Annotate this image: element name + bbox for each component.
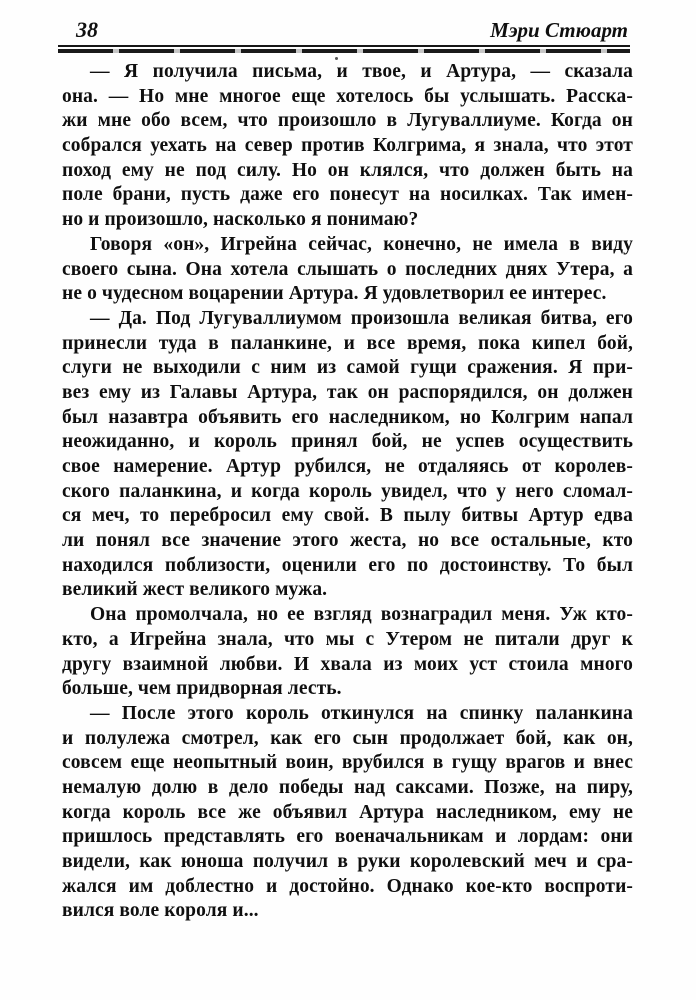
running-head-row xyxy=(58,18,630,42)
text-line: свое намерение. Артур рубился, не отдаляясь от королев- xyxy=(62,456,633,477)
text-line: принесли туда в паланкине, и все время, пока кипел бой, xyxy=(62,332,633,354)
text-line: видели, как юноша получил в руки королевский меч и сра- xyxy=(62,851,633,872)
text-line: вился воле короля и... xyxy=(62,900,259,922)
text-line: ли понял все значение этого жеста, но все остальные, кто xyxy=(62,530,633,552)
paragraph xyxy=(62,307,633,603)
text-line: — Да. Под Лугуваллиумом произошла великая битва, его xyxy=(90,307,633,329)
text-line: вез ему из Галавы Артура, так он распорядился, он должен xyxy=(62,381,633,403)
text-line: находился поблизости, оценили его по достоинству. То был xyxy=(62,554,633,576)
header-rule-thin xyxy=(58,45,630,47)
text-line: и полулежа смотрел, как его сын продолжает бой, как он, xyxy=(62,727,633,749)
text-line: неожиданно, и король принял бой, не успев осуществить xyxy=(62,431,633,453)
text-line: — После этого король откинулся на спинку паланкина xyxy=(90,702,633,724)
text-line: слуги не выходили с ним из самой гущи сражения. Я при- xyxy=(62,357,633,379)
text-line: своего сына. Она хотела слышать о последних днях Утера, а xyxy=(62,258,633,280)
text-line: совсем еще неопытный воин, врубился в гущу врагов и внес xyxy=(62,752,633,774)
text-line: когда король все же объявил Артура наследником, ему не xyxy=(62,801,633,823)
header-rule-thick xyxy=(58,49,630,53)
paragraph xyxy=(62,60,633,233)
text-line: она. — Но мне многое еще хотелось бы услышать. Расска- xyxy=(62,85,633,107)
paragraph xyxy=(62,603,633,702)
text-line: жи мне обо всем, что произошло в Лугуваллиуме. Когда он xyxy=(62,110,633,132)
running-head-author: Мэри Стюарт xyxy=(490,18,628,42)
text-line: великий жест великого мужа. xyxy=(62,579,328,601)
running-head xyxy=(58,18,630,53)
page-number: 38 xyxy=(76,17,98,42)
text-line: пришлось представлять его военачальникам и лордам: они xyxy=(62,826,633,848)
paragraph xyxy=(62,702,633,924)
text-line: был назавтра объявить его наследником, но Колгрим напал xyxy=(62,406,633,428)
text-line: другу взаимной любви. И хвала из моих уст стоила много xyxy=(62,653,633,675)
text-line: но и произошло, насколько я понимаю? xyxy=(62,209,419,231)
paragraph xyxy=(62,233,633,307)
text-line: Она промолчала, но ее взгляд вознаградил меня. Уж кто- xyxy=(90,604,633,626)
text-line: поле брани, пусть даже его понесут на носилках. Так имен- xyxy=(62,184,633,206)
text-line: поход ему не под силу. Но он клялся, что должен быть на xyxy=(62,159,633,181)
text-line: собрался уехать на север против Колгрима, я знала, что этот xyxy=(62,135,633,157)
text-body xyxy=(62,60,633,924)
text-line: не о чудесном воцарении Артура. Я удовлетворил ее интерес. xyxy=(62,283,607,305)
text-line: кто, а Игрейна знала, что мы с Утером не питали друг к xyxy=(62,628,633,650)
text-line: ского паланкина, и когда король увидел, что у него сломал- xyxy=(62,480,633,502)
text-line: Говоря «он», Игрейна сейчас, конечно, не имела в виду xyxy=(90,233,633,255)
text-line: — Я получила письма, и твое, и Артура, — сказала xyxy=(90,61,633,82)
text-line: больше, чем придворная лесть. xyxy=(62,678,342,700)
text-line: жался им доблестно и достойно. Однако кое-кто воспроти- xyxy=(62,875,633,897)
text-line: ся меч, то перебросил ему свой. В пылу битвы Артур едва xyxy=(62,505,633,527)
text-line: немалую долю в дело победы над саксами. Позже, на пиру, xyxy=(62,776,633,798)
